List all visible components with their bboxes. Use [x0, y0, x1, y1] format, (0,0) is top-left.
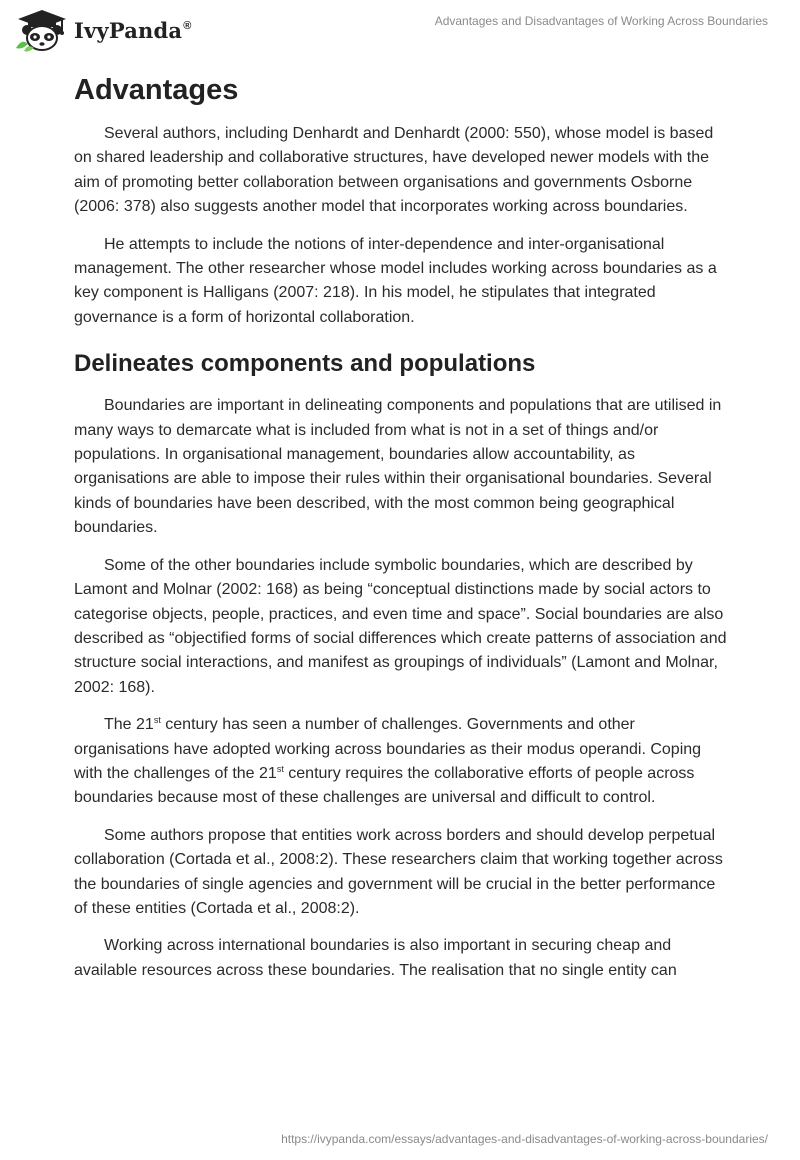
- section-heading-delineates: Delineates components and populations: [74, 350, 536, 378]
- paragraph: The 21st century has seen a number of challenges. Governments and other organisations have adopted working across boundaries as their modus operandi. Coping with the challenges of the 21st century requires the collaborative efforts of people across boundaries because most of these challenges are universal and difficult to control.: [74, 715, 702, 807]
- document-title: Advantages and Disadvantages of Working Across Boundaries: [434, 14, 768, 28]
- source-url[interactable]: https://ivypanda.com/essays/advantages-and-disadvantages-of-working-across-boundaries/: [281, 1132, 768, 1146]
- paragraph: Some of the other boundaries include symbolic boundaries, which are described by Lamont and Molnar (2002: 168) as being “conceptual distinctions made by social actors to categorise objects, people, practices, and even time and space”. Social boundaries are also described as “objectified forms of social differences which create patterns of association and structure social interactions, and manifest as groupings of individuals” (Lamont and Molnar, 2002: 168).: [74, 556, 727, 696]
- page-header: [0, 0, 800, 60]
- paragraph: Boundaries are important in delineating components and populations that are utilised in many ways to demarcate what is included from what is not in a set of things and/or populations. In organisational management, boundaries allow accountability, as organisations are able to impose their rules within their organisational boundaries. Several kinds of boundaries have been described, with the most common being geographical boundaries.: [74, 397, 722, 537]
- panda-graduate-icon: [14, 8, 70, 52]
- brand-logo[interactable]: [14, 8, 192, 52]
- paragraph: Several authors, including Denhardt and Denhardt (2000: 550), whose model is based on shared leadership and collaborative structures, have developed newer models with the aim of promoting better collaboration between organisations and governments Osborne (2006: 378) also suggests another model that incorporates working across boundaries.: [74, 125, 714, 216]
- brand-name: IvyPanda®: [74, 17, 192, 43]
- paragraph: He attempts to include the notions of inter-dependence and inter-organisational management. The other researcher whose model includes working across boundaries as a key component is Halligans (2007: 218). In his model, he stipulates that integrated governance is a form of horizontal collaboration.: [74, 235, 717, 326]
- paragraph: Some authors propose that entities work across borders and should develop perpetual collaboration (Cortada et al., 2008:2). These researchers claim that working together across the boundaries of single agencies and government will be crucial in the better performance of these entities (Cortada et al., 2008:2).: [74, 826, 723, 917]
- section-heading-advantages: Advantages: [74, 74, 239, 106]
- paragraph: Working across international boundaries is also important in securing cheap and available resources across these boundaries. The realisation that no single entity can: [74, 937, 677, 979]
- article-body: [74, 72, 729, 996]
